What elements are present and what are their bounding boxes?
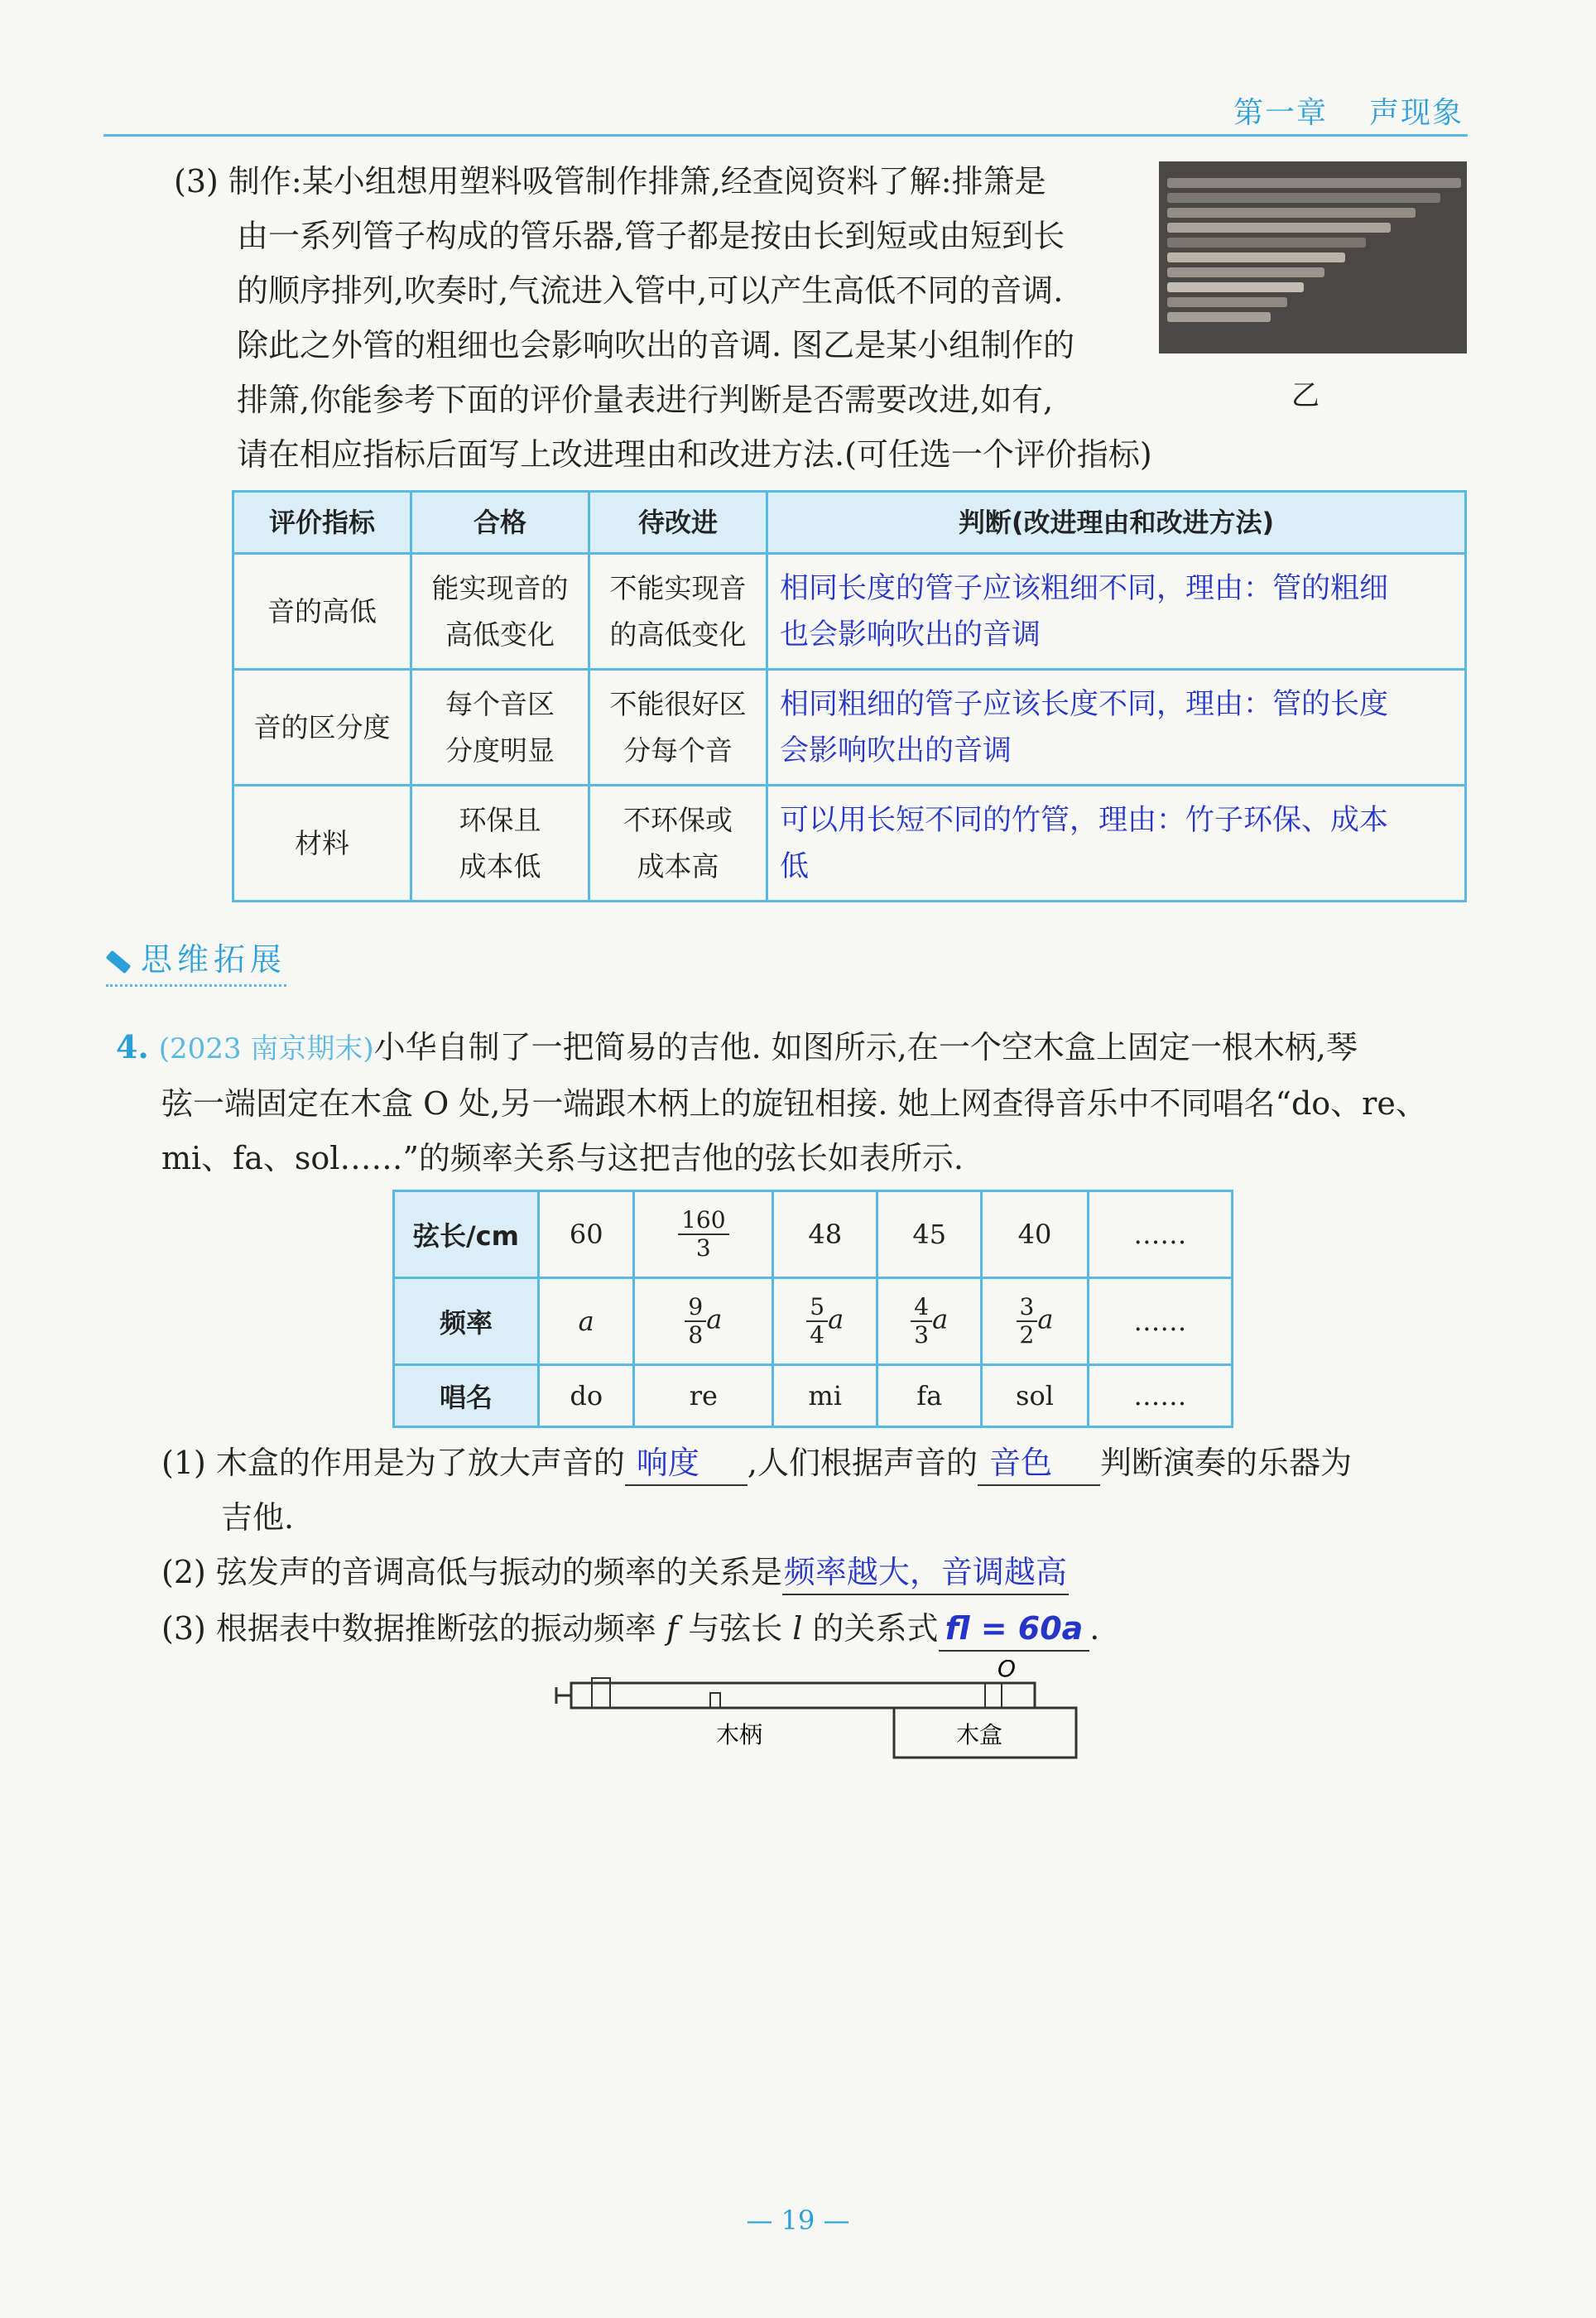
table-cell: 音的区分度 bbox=[233, 670, 411, 786]
table-cell bbox=[634, 1191, 773, 1278]
cell-line: 不环保或 bbox=[623, 803, 733, 836]
cell-line: 环保且 bbox=[459, 803, 541, 836]
table-header: 判断(改进理由和改进方法) bbox=[767, 492, 1466, 554]
answer-cell bbox=[767, 670, 1466, 786]
denominator: 3 bbox=[914, 1321, 930, 1349]
q4-line bbox=[116, 1020, 1473, 1076]
table-row bbox=[233, 554, 1466, 670]
cell-line: 能实现音的 bbox=[431, 571, 569, 604]
cell-line: 成本低 bbox=[459, 849, 541, 882]
sub1-text: ,人们根据声音的 bbox=[747, 1445, 978, 1481]
handle-label: 木柄 bbox=[716, 1721, 763, 1748]
table-row bbox=[233, 786, 1466, 902]
q3-paragraph bbox=[174, 154, 1152, 482]
table-cell: 60 bbox=[539, 1191, 634, 1278]
q4-text: 小华自制了一把简易的吉他. 如图所示,在一个空木盒上固定一根木柄,琴 bbox=[373, 1029, 1358, 1065]
panflute-photo bbox=[1159, 161, 1467, 353]
table-row bbox=[233, 670, 1466, 786]
answer-blank: 频率越大，音调越高 bbox=[782, 1551, 1069, 1595]
table-cell bbox=[877, 1278, 982, 1365]
sub-question-1 bbox=[161, 1436, 1352, 1545]
sub-question-2 bbox=[161, 1545, 1069, 1599]
var-f: f bbox=[666, 1610, 679, 1647]
answer-blank: 音色 bbox=[978, 1441, 1100, 1486]
table-row bbox=[394, 1278, 1233, 1365]
cell-line: 成本高 bbox=[637, 849, 719, 882]
answer-line: 可以用长短不同的竹管，理由：竹子环保、成本 bbox=[780, 803, 1389, 837]
answer-cell bbox=[767, 786, 1466, 902]
var-a: a bbox=[706, 1303, 723, 1335]
sub1-text: 判断演奏的乐器为 bbox=[1100, 1445, 1353, 1481]
q3-line: 的顺序排列,吹奏时,气流进入管中,可以产生高低不同的音调. bbox=[237, 272, 1064, 309]
cell-line: 不能实现音 bbox=[609, 571, 747, 604]
denominator: 4 bbox=[810, 1321, 825, 1349]
cell-line: 不能很好区 bbox=[609, 687, 747, 720]
sub3-text: 的关系式 bbox=[812, 1610, 939, 1647]
sub2-text: (2) 弦发声的音调高低与振动的频率的关系是 bbox=[161, 1554, 782, 1590]
chapter-header bbox=[1233, 89, 1464, 132]
answer-line: 低 bbox=[780, 849, 810, 883]
photo-caption: 乙 bbox=[1291, 379, 1320, 412]
q3-line: 除此之外管的粗细也会影响吹出的音调. 图乙是某小组制作的 bbox=[237, 327, 1075, 363]
numerator: 4 bbox=[911, 1294, 932, 1322]
answer-line: 相同长度的管子应该粗细不同，理由：管的粗细 bbox=[780, 571, 1389, 605]
sub1-text: 吉他. bbox=[221, 1499, 295, 1536]
page-number: — 19 — bbox=[746, 2205, 850, 2236]
table-cell: …… bbox=[1088, 1191, 1232, 1278]
section-heading bbox=[106, 934, 286, 987]
question-number: 4. bbox=[116, 1028, 149, 1065]
pencil-icon bbox=[106, 950, 132, 973]
table-header: 评价指标 bbox=[233, 492, 411, 554]
table-cell: fa bbox=[877, 1365, 982, 1427]
cell-line: 的高低变化 bbox=[609, 618, 747, 651]
sub3-text: . bbox=[1089, 1610, 1100, 1647]
cell-line: 分度明显 bbox=[445, 733, 555, 767]
table-cell bbox=[634, 1278, 773, 1365]
table-cell: 音的高低 bbox=[233, 554, 411, 670]
frequency-table bbox=[392, 1190, 1233, 1428]
sub3-text: 与弦长 bbox=[688, 1610, 783, 1647]
table-cell bbox=[411, 554, 589, 670]
table-cell: 48 bbox=[773, 1191, 877, 1278]
fraction bbox=[685, 1294, 706, 1349]
numerator: 9 bbox=[685, 1294, 706, 1322]
q3-line: 排箫,你能参考下面的评价量表进行判断是否需要改进,如有, bbox=[237, 382, 1054, 418]
denominator: 8 bbox=[688, 1321, 704, 1349]
guitar-diagram bbox=[538, 1660, 1084, 1767]
table-cell: do bbox=[539, 1365, 634, 1427]
table-cell: mi bbox=[773, 1365, 877, 1427]
q3-line: 由一系列管子构成的管乐器,管子都是按由长到短或由短到长 bbox=[237, 218, 1065, 254]
cell-line: 每个音区 bbox=[445, 687, 555, 720]
row-header: 频率 bbox=[394, 1278, 539, 1365]
numerator: 3 bbox=[1017, 1294, 1038, 1322]
fraction bbox=[806, 1294, 828, 1349]
var-a: a bbox=[932, 1303, 949, 1335]
table-cell: a bbox=[539, 1278, 634, 1365]
table-cell: 材料 bbox=[233, 786, 411, 902]
fraction bbox=[911, 1294, 932, 1349]
table-cell bbox=[982, 1278, 1089, 1365]
fraction bbox=[1017, 1294, 1038, 1349]
sub3-text: (3) 根据表中数据推断弦的振动频率 bbox=[161, 1610, 656, 1647]
chapter-title: 声现象 bbox=[1368, 96, 1464, 130]
var-a: a bbox=[1037, 1303, 1054, 1335]
var-a: a bbox=[828, 1303, 844, 1335]
section-title: 思维拓展 bbox=[141, 941, 287, 978]
chapter-number: 第一章 bbox=[1233, 96, 1328, 130]
answer-line: 会影响吹出的音调 bbox=[780, 733, 1012, 767]
table-cell: 40 bbox=[982, 1191, 1089, 1278]
table-cell bbox=[773, 1278, 877, 1365]
sub-question-3 bbox=[161, 1601, 1099, 1656]
table-cell bbox=[589, 554, 767, 670]
header-rule bbox=[103, 134, 1468, 137]
answer-cell bbox=[767, 554, 1466, 670]
answer-line: 也会影响吹出的音调 bbox=[780, 618, 1041, 652]
sub1-text: (1) 木盒的作用是为了放大声音的 bbox=[161, 1445, 625, 1481]
fraction bbox=[678, 1207, 728, 1262]
q3-line: (3) 制作:某小组想用塑料吸管制作排箫,经查阅资料了解:排箫是 bbox=[174, 163, 1046, 200]
table-cell: re bbox=[634, 1365, 773, 1427]
question-source: (2023 南京期末) bbox=[158, 1032, 374, 1065]
answer-blank: 响度 bbox=[625, 1441, 748, 1486]
cell-line: 分每个音 bbox=[623, 733, 733, 767]
point-o-label: O bbox=[997, 1660, 1017, 1682]
table-header-row bbox=[233, 492, 1466, 554]
answer-line: 相同粗细的管子应该长度不同，理由：管的长度 bbox=[780, 687, 1389, 721]
row-header: 唱名 bbox=[394, 1365, 539, 1427]
denominator: 2 bbox=[1019, 1321, 1035, 1349]
table-cell bbox=[411, 786, 589, 902]
table-row bbox=[394, 1365, 1233, 1427]
table-cell bbox=[411, 670, 589, 786]
table-header: 待改进 bbox=[589, 492, 767, 554]
table-cell bbox=[589, 786, 767, 902]
wooden-handle bbox=[571, 1683, 1035, 1708]
denominator: 3 bbox=[695, 1234, 711, 1262]
table-row bbox=[394, 1191, 1233, 1278]
evaluation-table bbox=[232, 490, 1467, 902]
numerator: 5 bbox=[806, 1294, 828, 1322]
q4-line: 弦一端固定在木盒 O 处,另一端跟木柄上的旋钮相接. 她上网查得音乐中不同唱名“do、re、 bbox=[161, 1085, 1427, 1122]
answer-blank: fl = 60a bbox=[939, 1607, 1090, 1652]
numerator: 160 bbox=[678, 1207, 728, 1235]
table-cell: …… bbox=[1088, 1278, 1232, 1365]
row-header: 弦长/cm bbox=[394, 1191, 539, 1278]
table-header: 合格 bbox=[411, 492, 589, 554]
table-cell: 45 bbox=[877, 1191, 982, 1278]
table-cell: …… bbox=[1088, 1365, 1232, 1427]
q4-paragraph bbox=[116, 1020, 1473, 1185]
q4-line: mi、fa、sol……”的频率关系与这把吉他的弦长如表所示. bbox=[161, 1140, 964, 1176]
table-cell bbox=[589, 670, 767, 786]
q3-line: 请在相应指标后面写上改进理由和改进方法.(可任选一个评价指标) bbox=[237, 436, 1152, 473]
table-cell: sol bbox=[982, 1365, 1089, 1427]
var-l: l bbox=[792, 1610, 803, 1647]
box-label: 木盒 bbox=[956, 1721, 1003, 1748]
cell-line: 高低变化 bbox=[445, 618, 555, 651]
